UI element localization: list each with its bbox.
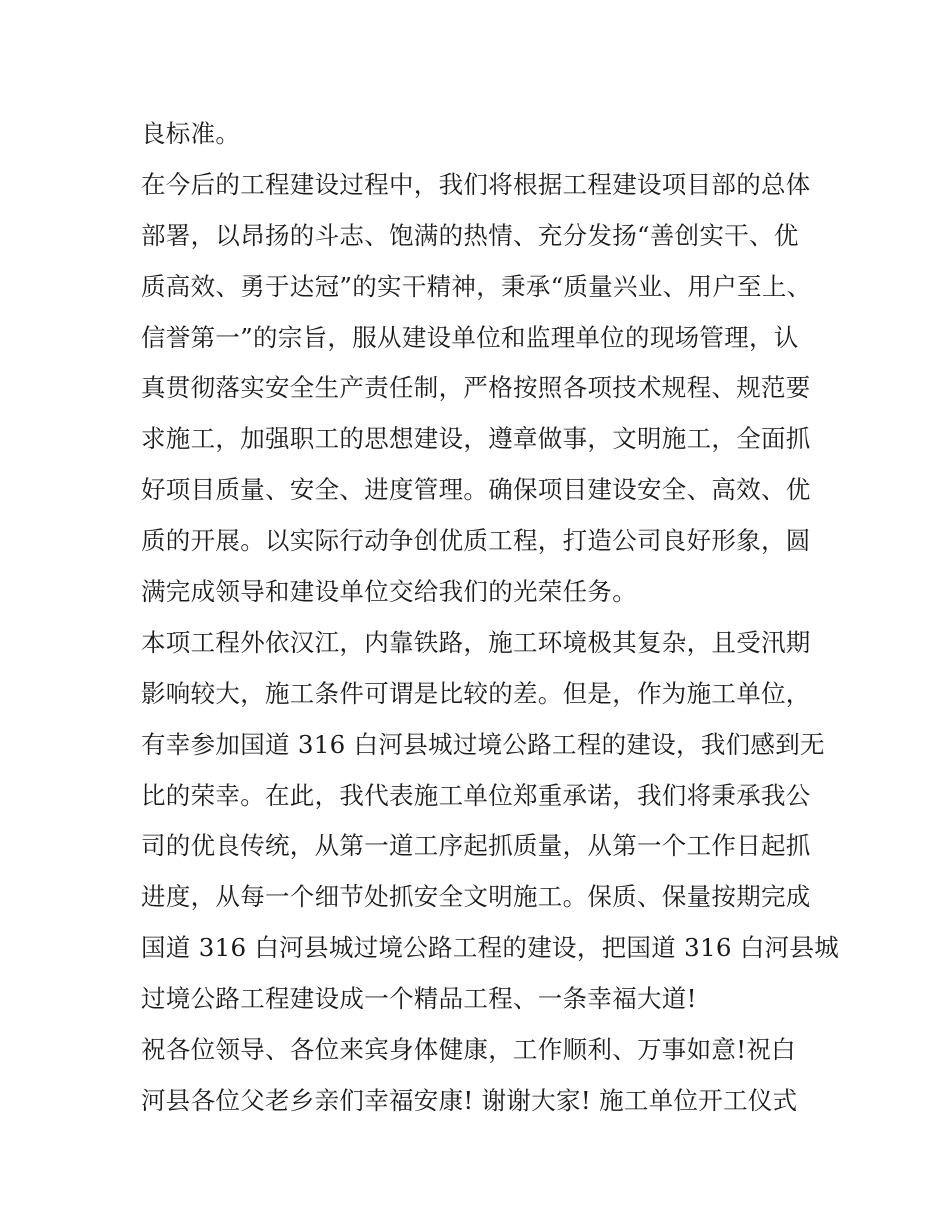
- text-line: 真贯彻落实安全生产责任制，严格按照各项技术规程、规范要: [141, 373, 811, 403]
- text-line: 过境公路工程建设成一个精品工程、一条幸福大道!: [141, 984, 697, 1014]
- text-line: 满完成领导和建设单位交给我们的光荣任务。: [141, 577, 637, 607]
- text-line: 质的开展。以实际行动争创优质工程，打造公司良好形象，圆: [141, 526, 811, 556]
- text-line: 司的优良传统，从第一道工序起抓质量，从第一个工作日起抓: [141, 831, 811, 861]
- text-line: 比的荣幸。在此，我代表施工单位郑重承诺，我们将秉承我公: [141, 780, 811, 810]
- text-line: 国道 316 白河县城过境公路工程的建设，把国道 316 白河县城: [141, 933, 840, 963]
- text-line: 进度，从每一个细节处抓安全文明施工。保质、保量按期完成: [141, 882, 811, 912]
- text-line: 祝各位领导、各位来宾身体健康，工作顺利、万事如意!祝白: [141, 1035, 796, 1065]
- text-line: 求施工，加强职工的思想建设，遵章做事，文明施工，全面抓: [141, 424, 811, 454]
- text-line: 部署，以昂扬的斗志、饱满的热情、充分发扬“善创实干、优: [141, 220, 799, 250]
- text-line: 质高效、勇于达冠”的实干精神，秉承“质量兴业、用户至上、: [141, 271, 812, 301]
- text-line: 本项工程外依汉江，内靠铁路，施工环境极其复杂，且受汛期: [141, 627, 811, 657]
- body-text: [141, 109, 840, 1127]
- text-line: 信誉第一”的宗旨，服从建设单位和监理单位的现场管理，认: [141, 322, 799, 352]
- text-line: 良标准。: [141, 119, 241, 148]
- text-line: 河县各位父老乡亲们幸福安康! 谢谢大家! 施工单位开工仪式: [141, 1085, 798, 1115]
- text-line: 在今后的工程建设过程中，我们将根据工程建设项目部的总体: [141, 169, 811, 199]
- text-line: 影响较大，施工条件可谓是比较的差。但是，作为施工单位，: [141, 678, 811, 708]
- text-line: 有幸参加国道 316 白河县城过境公路工程的建设，我们感到无: [141, 729, 825, 759]
- text-line: 好项目质量、安全、进度管理。确保项目建设安全、高效、优: [141, 475, 811, 505]
